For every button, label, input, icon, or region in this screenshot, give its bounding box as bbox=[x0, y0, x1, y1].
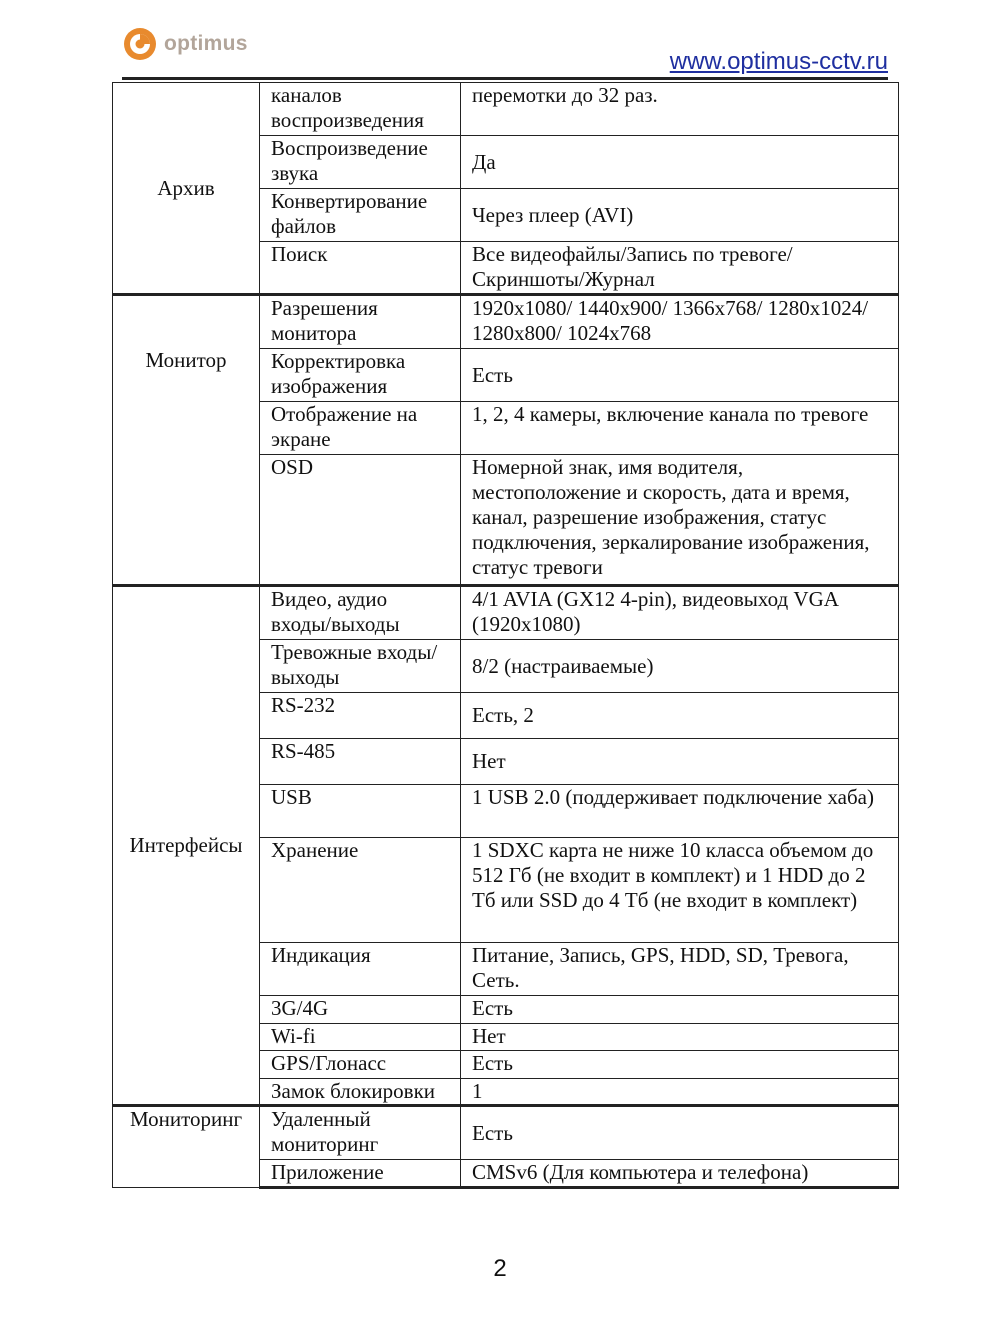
param-cell: Отображение на экране bbox=[260, 402, 461, 455]
section-archive: Архив bbox=[113, 83, 260, 295]
param-cell: Разрешения монитора bbox=[260, 295, 461, 349]
param-cell: Замок блокировки bbox=[260, 1079, 461, 1106]
param-cell: каналов воспроизведения bbox=[260, 83, 461, 136]
value-cell: 1920x1080/ 1440x900/ 1366x768/ 1280x1024/ 1280x800/ 1024x768 bbox=[461, 295, 899, 349]
value-cell: CMSv6 (Для компьютера и телефона) bbox=[461, 1160, 899, 1188]
section-monitoring: Мониторинг bbox=[113, 1106, 260, 1188]
param-cell: Видео, аудио входы/выходы bbox=[260, 586, 461, 640]
value-cell: Есть bbox=[461, 1106, 899, 1160]
value-cell: Нет bbox=[461, 739, 899, 785]
value-cell: Есть, 2 bbox=[461, 693, 899, 739]
param-cell: Wi-fi bbox=[260, 1024, 461, 1051]
param-cell: Конвертирование файлов bbox=[260, 189, 461, 242]
website-link[interactable]: www.optimus-cctv.ru bbox=[669, 48, 888, 75]
value-cell: Да bbox=[461, 136, 899, 189]
param-cell: Приложение bbox=[260, 1160, 461, 1188]
page-number: 2 bbox=[493, 1255, 507, 1282]
value-cell: Все видеофайлы/Запись по тревоге/Скриншоты/Журнал bbox=[461, 242, 899, 295]
param-cell: Тревожные входы/выходы bbox=[260, 640, 461, 693]
spec-table bbox=[112, 82, 899, 1189]
value-cell: 1 SDXC карта не ниже 10 класса объемом до 512 Гб (не входит в комплект) и 1 HDD до 2 Тб или SSD до 4 Тб (не входит в комплект) bbox=[461, 838, 899, 943]
param-cell: GPS/Глонасс bbox=[260, 1051, 461, 1079]
brand-logo bbox=[122, 26, 248, 62]
table-row bbox=[113, 586, 899, 640]
value-cell: перемотки до 32 раз. bbox=[461, 83, 899, 136]
param-cell: OSD bbox=[260, 455, 461, 586]
value-cell: 1 USB 2.0 (поддерживает подключение хаба) bbox=[461, 785, 899, 838]
param-cell: Индикация bbox=[260, 943, 461, 996]
value-cell: Через плеер (AVI) bbox=[461, 189, 899, 242]
value-cell: Есть bbox=[461, 349, 899, 402]
logo-text: optimus bbox=[164, 32, 248, 55]
value-cell: 1, 2, 4 камеры, включение канала по тревоге bbox=[461, 402, 899, 455]
param-cell: Хранение bbox=[260, 838, 461, 943]
param-cell: Удаленный мониторинг bbox=[260, 1106, 461, 1160]
section-interfaces: Интерфейсы bbox=[113, 586, 260, 1106]
value-cell: 4/1 AVIA (GX12 4-pin), видеовыход VGA (1920x1080) bbox=[461, 586, 899, 640]
param-cell: Корректировка изображения bbox=[260, 349, 461, 402]
param-cell: RS-485 bbox=[260, 739, 461, 785]
table-row bbox=[113, 295, 899, 349]
value-cell: Есть bbox=[461, 1051, 899, 1079]
header-divider bbox=[122, 77, 888, 80]
param-cell: USB bbox=[260, 785, 461, 838]
value-cell: Номерной знак, имя водителя, местоположение и скорость, дата и время, канал, разрешение изображения, статус подключения, зеркалирование изображения, статус тревоги bbox=[461, 455, 899, 586]
param-cell: 3G/4G bbox=[260, 996, 461, 1024]
param-cell: Поиск bbox=[260, 242, 461, 295]
table-row bbox=[113, 1106, 899, 1160]
page-header bbox=[0, 0, 1000, 80]
optimus-logo-icon bbox=[122, 26, 158, 62]
param-cell: RS-232 bbox=[260, 693, 461, 739]
section-monitor: Монитор bbox=[113, 295, 260, 586]
value-cell: Нет bbox=[461, 1024, 899, 1051]
value-cell: 8/2 (настраиваемые) bbox=[461, 640, 899, 693]
value-cell: Есть bbox=[461, 996, 899, 1024]
value-cell: 1 bbox=[461, 1079, 899, 1106]
table-row bbox=[113, 83, 899, 136]
param-cell: Воспроизведение звука bbox=[260, 136, 461, 189]
value-cell: Питание, Запись, GPS, HDD, SD, Тревога, Сеть. bbox=[461, 943, 899, 996]
